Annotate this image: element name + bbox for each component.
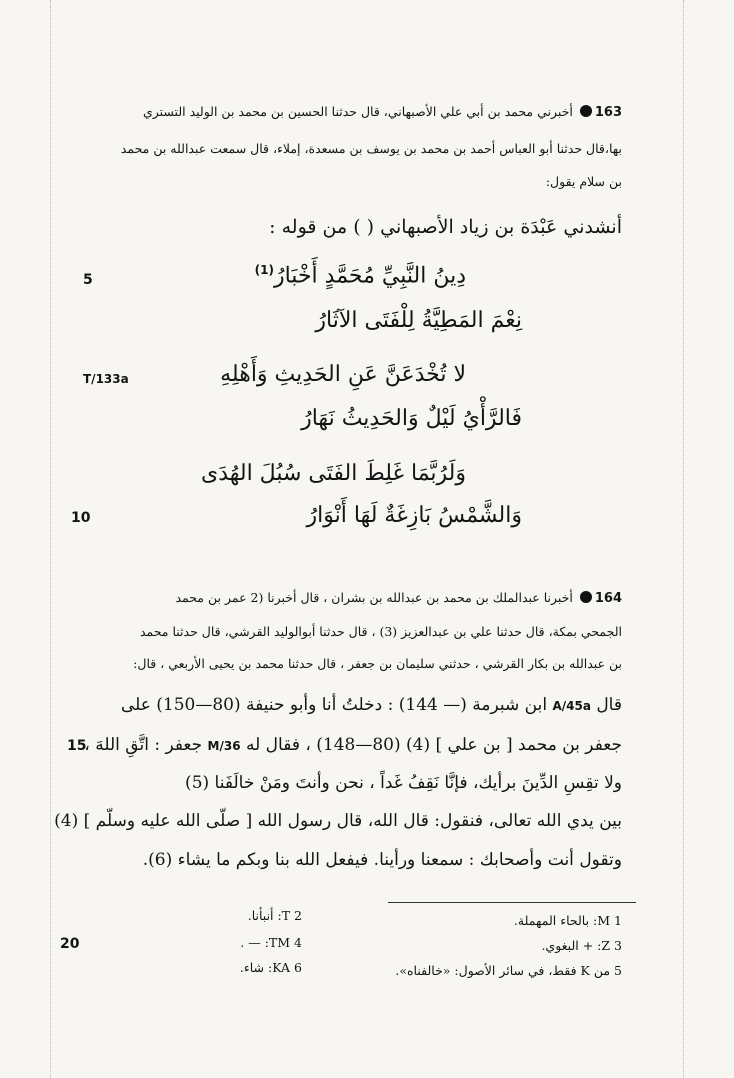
manuscript-marker-a45a: A/45a — [552, 699, 591, 713]
scan-fold-line — [50, 0, 51, 1078]
line-number-20: 20 — [60, 936, 80, 952]
verse-4: فَالرَّأْيُ لَيْلٌ وَالحَدِيثُ نَهَارُ — [301, 406, 522, 431]
manuscript-marker-m36: M/36 — [207, 739, 241, 753]
entry-bullet-icon — [580, 105, 592, 117]
entry-164-line-2: الجمحي بمكة، قال حدثنا علي بن عبدالعزيز (3) ، قال حدثنا أبوالوليد القرشي، قال حدثنا محمد — [139, 624, 622, 639]
line-number-5: 5 — [83, 272, 93, 288]
entry-164-line-3: بن عبدالله بن بكار القرشي ، حدثني سليمان بن جعفر ، قال حدثنا محمد بن يحيى الأربعي ، قال: — [133, 656, 622, 671]
entry-164-line-1: 164 أخبرنا عبدالملك بن محمد بن عبدالله بن بشران ، قال أخبرنا (2 عمر بن محمد — [175, 590, 622, 606]
entry-164-body-line-3: ولا تقِسِ الدِّينَ برأيك، فإنَّا نَقِفُ غَداً ، نحن وأنتَ ومَنْ خالَفَنا (5) — [185, 773, 622, 793]
entry-bullet-icon — [580, 591, 592, 603]
entry-163-line-2: بها،قال حدثنا أبو العباس أحمد بن محمد بن يوسف بن مسعدة، إملاء، قال سمعت عبدالله بن محمد — [120, 141, 622, 156]
verse-2: نِعْمَ المَطِيَّةُ لِلْفَتَى الآثَارُ — [315, 308, 522, 333]
footnote-rule — [388, 902, 636, 903]
entry-164-body-line-2: جعفر بن محمد [ بن علي ] (4) (80—148) ، فقال له M/36 جعفر : اتَّقِ اللهَ ، — [84, 735, 622, 755]
verse-5: وَلَرُبَّمَا غَلِطَ الفَتَى سُبُلَ الهُدَى — [200, 461, 466, 486]
footnote-right-3: 5 من K فقط، في سائر الأصول: «خالفناه». — [395, 963, 622, 978]
footnote-left-1: 2 T: أنبأنا. — [247, 908, 302, 923]
footnote-left-3: 6 KA: شاء. — [239, 960, 302, 975]
scan-fold-line — [683, 0, 684, 1078]
footnote-right-1: 1 M: بالحاء المهملة. — [513, 913, 622, 928]
entry-164-body-line-1: قال A/45a ابن شبرمة (— 144) : دخلتُ أنا وأبو حنيفة (80—150) على — [120, 695, 622, 715]
verse-1: دِينُ النَّبِيِّ مُحَمَّدٍ أَخْبَارُ$^{(1)}$ — [254, 263, 466, 289]
entry-163-intro: أنشدني عَبْدَة بن زياد الأصبهاني ( ) من قوله : — [269, 216, 622, 238]
line-number-10: 10 — [71, 510, 91, 526]
entry-164-body-line-5: وتقول أنت وأصحابك : سمعنا ورأينا. فيفعل الله بنا وبكم ما يشاء (6). — [142, 850, 622, 870]
entry-number: 164 — [594, 591, 622, 606]
footnote-ref: (1) — [254, 263, 274, 277]
manuscript-marker-t133a: T/133a — [83, 372, 129, 386]
line-number-15: 15 — [67, 738, 87, 754]
verse-6: وَالشَّمْسُ بَازِغَةٌ لَهَا أَنْوَارُ — [306, 503, 522, 528]
entry-number: 163 — [594, 105, 622, 120]
footnote-left-2: 4 TM: — . — [240, 935, 302, 950]
entry-163-line-1: 163 أخبرني محمد بن أبي علي الأصبهاني، قال حدثنا الحسين بن محمد بن الوليد التستري — [142, 104, 622, 120]
entry-163-line-3: بن سلام يقول: — [545, 174, 622, 189]
entry-164-body-line-4: بين يدي الله تعالى، فنقول: قال الله، قال رسول الله [ صلّى الله عليه وسلّم ] (4) — [54, 811, 622, 831]
verse-3: لا تُخْدَعَنَّ عَنِ الحَدِيثِ وَأَهْلِهِ — [220, 362, 466, 387]
footnote-right-2: 3 Z: + البغوي. — [541, 938, 622, 953]
